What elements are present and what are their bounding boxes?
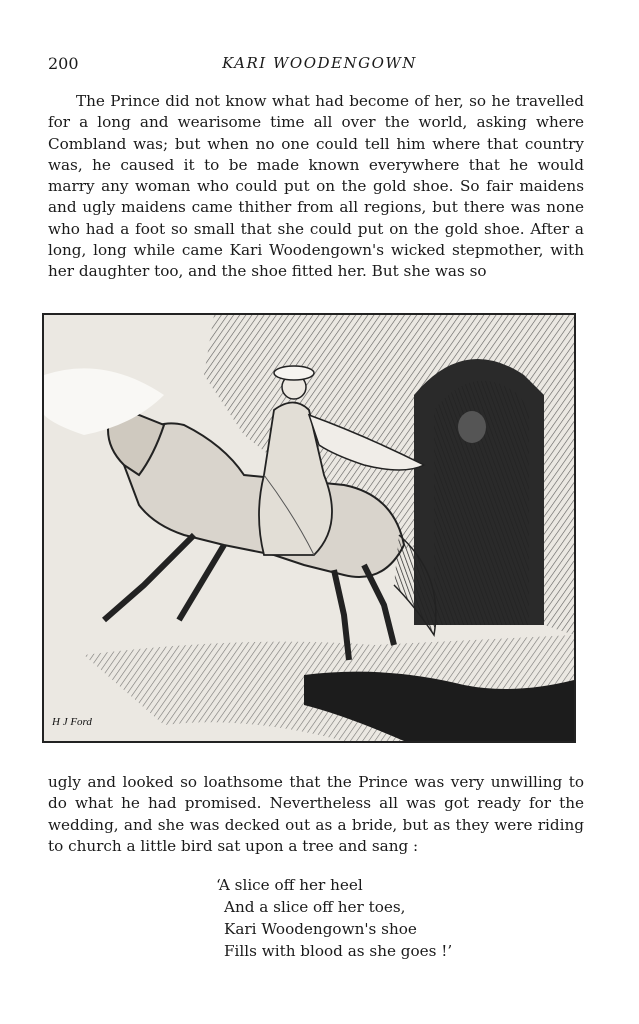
verse-block: [216, 874, 452, 962]
page-number: 200: [48, 54, 79, 73]
illustration-rider-on-horse: [42, 313, 576, 743]
verse-line: ‘A slice off her heel: [216, 876, 363, 894]
illustration-drawing: [44, 315, 574, 741]
illustration-signature: H J Ford: [52, 716, 92, 728]
running-title: KARI WOODENGOWN: [222, 54, 417, 72]
verse-line: And a slice off her toes,: [224, 898, 406, 916]
verse-line: Kari Woodengown's shoe: [224, 920, 417, 938]
page-header: [48, 54, 591, 76]
paragraph-bottom: ugly and looked so loathsome that the Prince was very unwilling to do what he had promised. Nevertheless all was got ready for the wedding, and she was decked out as a bride, but as they were riding to church a little bird sat upon a tree and sang :: [48, 773, 584, 855]
paragraph-top: The Prince did not know what had become of her, so he travelled for a long and wearisome time all over the world, asking where Combland was; but when no one could tell him where that country was, he caused it to be made known everywhere that he would marry any woman who could put on the gold shoe. So fair maidens and ugly maidens came thither from all regions, but there was none who had a foot so small that she could put on the gold shoe. After a long, long while came Kari Woodengown's wicked stepmother, with her daughter too, and the shoe fitted her. But she was so: [48, 92, 584, 281]
verse-line: Fills with blood as she goes !’: [224, 942, 453, 960]
